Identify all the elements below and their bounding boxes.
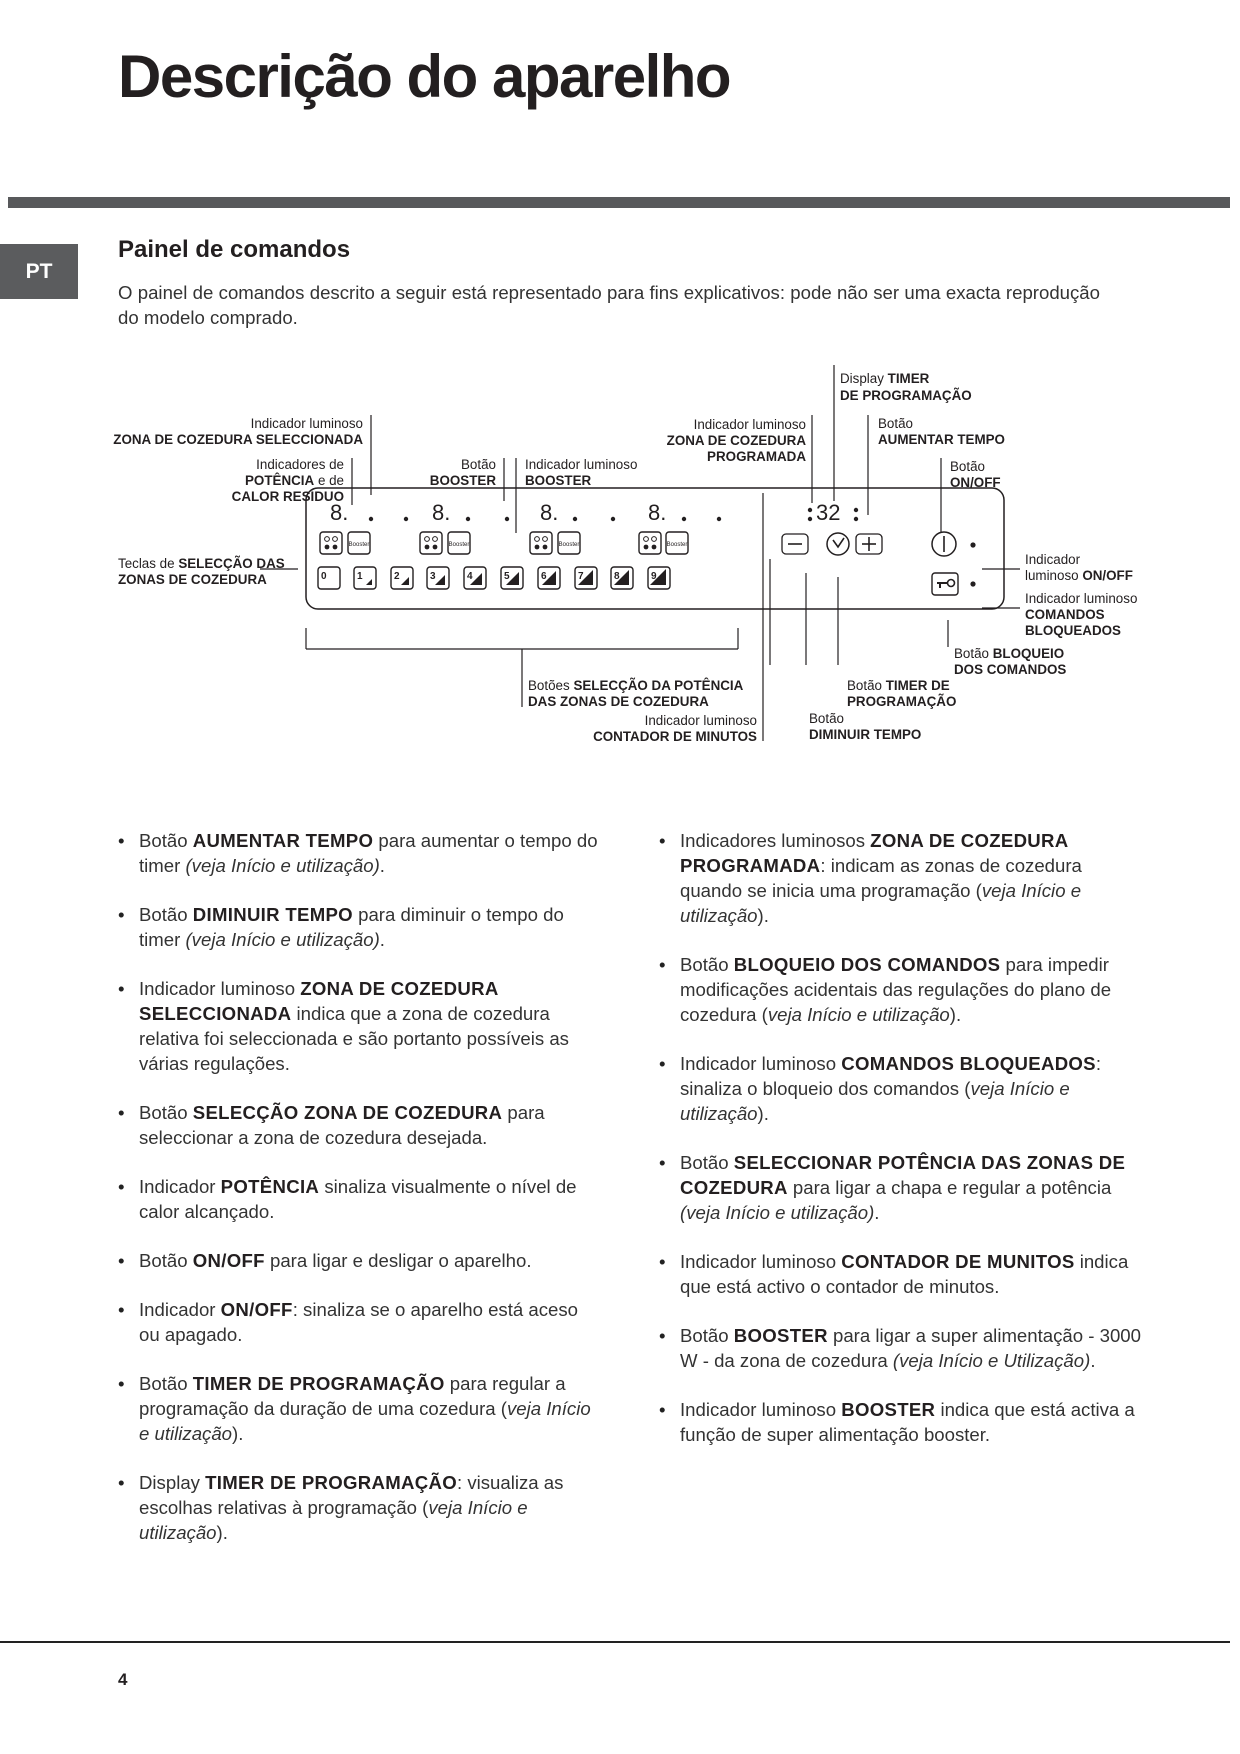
list-item: • Botão TIMER DE PROGRAMAÇÃO para regular a programação da duração de uma cozedura (veja Início e utilização). (118, 1371, 603, 1446)
label-zone-programmed-indicator (667, 417, 807, 464)
booster-button[interactable] (448, 532, 470, 554)
timer-display (808, 500, 858, 525)
label-onoff-indicator (1025, 552, 1133, 583)
booster-indicator (717, 517, 721, 521)
svg-text:DIMINUIR TEMPO: DIMINUIR TEMPO (809, 727, 922, 742)
list-item: • Indicador luminoso BOOSTER indica que está activa a função de super alimentação booster. (659, 1397, 1144, 1447)
svg-text:ZONAS DE COZEDURA: ZONAS DE COZEDURA (118, 572, 267, 587)
svg-text:luminoso ON/OFF: luminoso ON/OFF (1025, 568, 1133, 583)
svg-text:Indicador luminoso: Indicador luminoso (250, 416, 363, 431)
cooking-zone-2 (420, 500, 509, 554)
svg-text:Teclas de SELECÇÃO DAS: Teclas de SELECÇÃO DAS (118, 556, 285, 571)
commands-locked-indicator (970, 581, 975, 586)
svg-text:Botões SELECÇÃO DA POTÊNCIA: Botões SELECÇÃO DA POTÊNCIA (528, 678, 744, 693)
onoff-button[interactable] (932, 532, 956, 556)
svg-text:5: 5 (504, 571, 510, 582)
zone-display: 8. (648, 500, 667, 525)
cooking-zone-4 (639, 500, 721, 554)
label-indicator-zone-selected (113, 416, 363, 447)
svg-text:DE PROGRAMAÇÃO: DE PROGRAMAÇÃO (840, 388, 972, 403)
power-level-button[interactable] (318, 567, 343, 595)
svg-text:4: 4 (467, 571, 473, 582)
list-item: • Indicador POTÊNCIA sinaliza visualmente o nível de calor alcançado. (118, 1174, 603, 1224)
svg-text:Indicador luminoso: Indicador luminoso (644, 713, 757, 728)
power-level-keys (318, 567, 670, 595)
svg-text:Indicador luminoso: Indicador luminoso (525, 457, 638, 472)
list-item: • Botão AUMENTAR TEMPO para aumentar o tempo do timer (veja Início e utilização). (118, 828, 603, 878)
svg-text:Botão: Botão (809, 711, 844, 726)
footer-rule (0, 1641, 1230, 1643)
cooking-zone-3 (530, 500, 615, 554)
svg-text:DAS ZONAS DE COZEDURA: DAS ZONAS DE COZEDURA (528, 694, 709, 709)
label-minute-counter-indicator (593, 713, 757, 744)
svg-text:ZONA DE COZEDURA: ZONA DE COZEDURA (666, 433, 806, 448)
list-item: • Indicadores luminosos ZONA DE COZEDURA PROGRAMADA: indicam as zonas de cozedura quando se inicia uma programação (veja Início e utilização). (659, 828, 1144, 928)
description-list-left (118, 828, 603, 1569)
svg-text:BLOQUEADOS: BLOQUEADOS (1025, 623, 1121, 638)
svg-text:3: 3 (430, 571, 436, 582)
svg-text:Booster: Booster (448, 542, 470, 548)
power-level-button[interactable] (501, 567, 523, 589)
svg-text:1: 1 (357, 571, 363, 582)
svg-text:ON/OFF: ON/OFF (950, 475, 1001, 490)
list-item: • Botão SELECCIONAR POTÊNCIA DAS ZONAS DE COZEDURA para ligar a chapa e regular a potência (veja Início e utilização). (659, 1150, 1144, 1225)
list-item: • Indicador ON/OFF: sinaliza se o aparelho está aceso ou apagado. (118, 1297, 603, 1347)
zone-display: 8. (540, 500, 559, 525)
zone-display: 8. (330, 500, 349, 525)
booster-button[interactable] (558, 532, 580, 554)
power-level-button[interactable] (391, 567, 413, 589)
power-level-button[interactable] (611, 567, 633, 589)
label-power-selection-buttons (528, 678, 744, 709)
booster-button[interactable] (666, 532, 688, 554)
svg-text:BOOSTER: BOOSTER (525, 473, 592, 488)
label-onoff-button (950, 459, 1001, 490)
zone-selected-indicator (466, 517, 470, 521)
svg-text:Indicador luminoso: Indicador luminoso (693, 417, 806, 432)
increase-time-button[interactable] (856, 534, 882, 554)
svg-text:Display TIMER: Display TIMER (840, 371, 930, 386)
svg-text:Booster: Booster (558, 542, 580, 548)
intro-paragraph: O painel de comandos descrito a seguir está representado para fins explicativos: pode não ser uma exacta reprodução do modelo comprado. (118, 282, 1100, 328)
svg-text:COMANDOS: COMANDOS (1025, 607, 1105, 622)
zone-select-button[interactable] (639, 532, 661, 554)
header-rule (8, 197, 1230, 208)
control-panel-diagram (108, 365, 1148, 765)
power-level-button[interactable] (575, 567, 597, 589)
list-item: • Botão BOOSTER para ligar a super alimentação - 3000 W - da zona de cozedura (veja Início e Utilização). (659, 1323, 1144, 1373)
svg-text:Botão: Botão (878, 416, 913, 431)
section-title: Painel de comandos (118, 236, 351, 263)
zone-selected-indicator (682, 517, 686, 521)
booster-button[interactable] (348, 532, 370, 554)
svg-text:9: 9 (651, 571, 657, 582)
list-item: • Indicador luminoso CONTADOR DE MUNITOS indica que está activo o contador de minutos. (659, 1249, 1144, 1299)
label-booster-indicator (525, 457, 637, 488)
page-title: Descrição do aparelho (118, 43, 731, 110)
label-timer-programming-button (847, 678, 956, 709)
svg-text:Botão TIMER DE: Botão TIMER DE (847, 678, 950, 693)
power-level-button[interactable] (538, 567, 560, 589)
svg-text:Booster: Booster (666, 542, 688, 548)
label-booster-button (430, 457, 497, 488)
label-increase-time-button (878, 416, 1005, 447)
booster-indicator (404, 517, 408, 521)
list-item: • Botão ON/OFF para ligar e desligar o aparelho. (118, 1248, 603, 1273)
svg-text:CALOR RESÍDUO: CALOR RESÍDUO (231, 489, 344, 504)
label-lock-button (954, 646, 1066, 677)
booster-indicator (505, 517, 509, 521)
zone-selected-indicator (369, 517, 373, 521)
onoff-indicator (970, 542, 975, 547)
svg-text:Botão BLOQUEIO: Botão BLOQUEIO (954, 646, 1065, 661)
list-item: • Botão DIMINUIR TEMPO para diminuir o tempo do timer (veja Início e utilização). (118, 902, 603, 952)
power-level-button[interactable] (354, 567, 376, 589)
zone-select-button[interactable] (320, 532, 342, 554)
svg-text:Indicador luminoso: Indicador luminoso (1025, 591, 1138, 606)
zone-select-button[interactable] (420, 532, 442, 554)
list-item: • Botão BLOQUEIO DOS COMANDOS para impedir modificações acidentais das regulações do plano de cozedura (veja Início e utilização). (659, 952, 1144, 1027)
timer-programming-button[interactable] (827, 533, 849, 555)
label-zone-selection-keys (118, 556, 285, 587)
svg-text:Botão: Botão (950, 459, 985, 474)
svg-text:Indicador: Indicador (1025, 552, 1081, 567)
svg-text:32: 32 (816, 500, 841, 525)
svg-text:CONTADOR DE MINUTOS: CONTADOR DE MINUTOS (593, 729, 757, 744)
label-commands-locked-indicator (1025, 591, 1137, 638)
label-decrease-time-button (809, 711, 921, 742)
svg-text:PROGRAMAÇÃO: PROGRAMAÇÃO (847, 694, 957, 709)
svg-text:DOS COMANDOS: DOS COMANDOS (954, 662, 1067, 677)
list-item: • Indicador luminoso COMANDOS BLOQUEADOS: sinaliza o bloqueio dos comandos (veja Início e utilização). (659, 1051, 1144, 1126)
svg-text:POTÊNCIA e de: POTÊNCIA e de (245, 473, 344, 488)
svg-text:6: 6 (541, 571, 547, 582)
zone-selected-indicator (573, 517, 577, 521)
svg-text:ZONA DE COZEDURA SELECCIONADA: ZONA DE COZEDURA SELECCIONADA (113, 432, 363, 447)
svg-text:0: 0 (321, 571, 327, 582)
svg-text:7: 7 (578, 571, 584, 582)
label-display-timer (840, 371, 972, 403)
svg-text:Booster: Booster (348, 542, 370, 548)
list-item: • Display TIMER DE PROGRAMAÇÃO: visualiza as escolhas relativas à programação (veja Início e utilização). (118, 1470, 603, 1545)
list-item: • Indicador luminoso ZONA DE COZEDURA SELECCIONADA indica que a zona de cozedura relativa foi seleccionada e são portanto possíveis as várias regulações. (118, 976, 603, 1076)
power-level-button[interactable] (464, 567, 486, 589)
svg-text:Botão: Botão (461, 457, 496, 472)
list-item: • Botão SELECÇÃO ZONA DE COZEDURA para seleccionar a zona de cozedura desejada. (118, 1100, 603, 1150)
lock-commands-button[interactable] (932, 573, 958, 595)
cooking-zone-1 (320, 500, 408, 554)
power-level-button[interactable] (427, 567, 449, 589)
page-number: 4 (118, 1670, 128, 1689)
booster-indicator (611, 517, 615, 521)
power-level-button[interactable] (648, 567, 670, 589)
svg-text:2: 2 (394, 571, 400, 582)
svg-text:8: 8 (614, 571, 620, 582)
decrease-time-button[interactable] (782, 534, 808, 554)
svg-text:Indicadores de: Indicadores de (256, 457, 344, 472)
label-power-indicators (232, 457, 344, 504)
language-tab: PT (0, 244, 78, 299)
svg-text:BOOSTER: BOOSTER (429, 473, 496, 488)
description-list-right (659, 828, 1144, 1471)
zone-display: 8. (432, 500, 451, 525)
svg-text:PROGRAMADA: PROGRAMADA (707, 449, 806, 464)
zone-select-button[interactable] (530, 532, 552, 554)
svg-text:AUMENTAR TEMPO: AUMENTAR TEMPO (878, 432, 1005, 447)
